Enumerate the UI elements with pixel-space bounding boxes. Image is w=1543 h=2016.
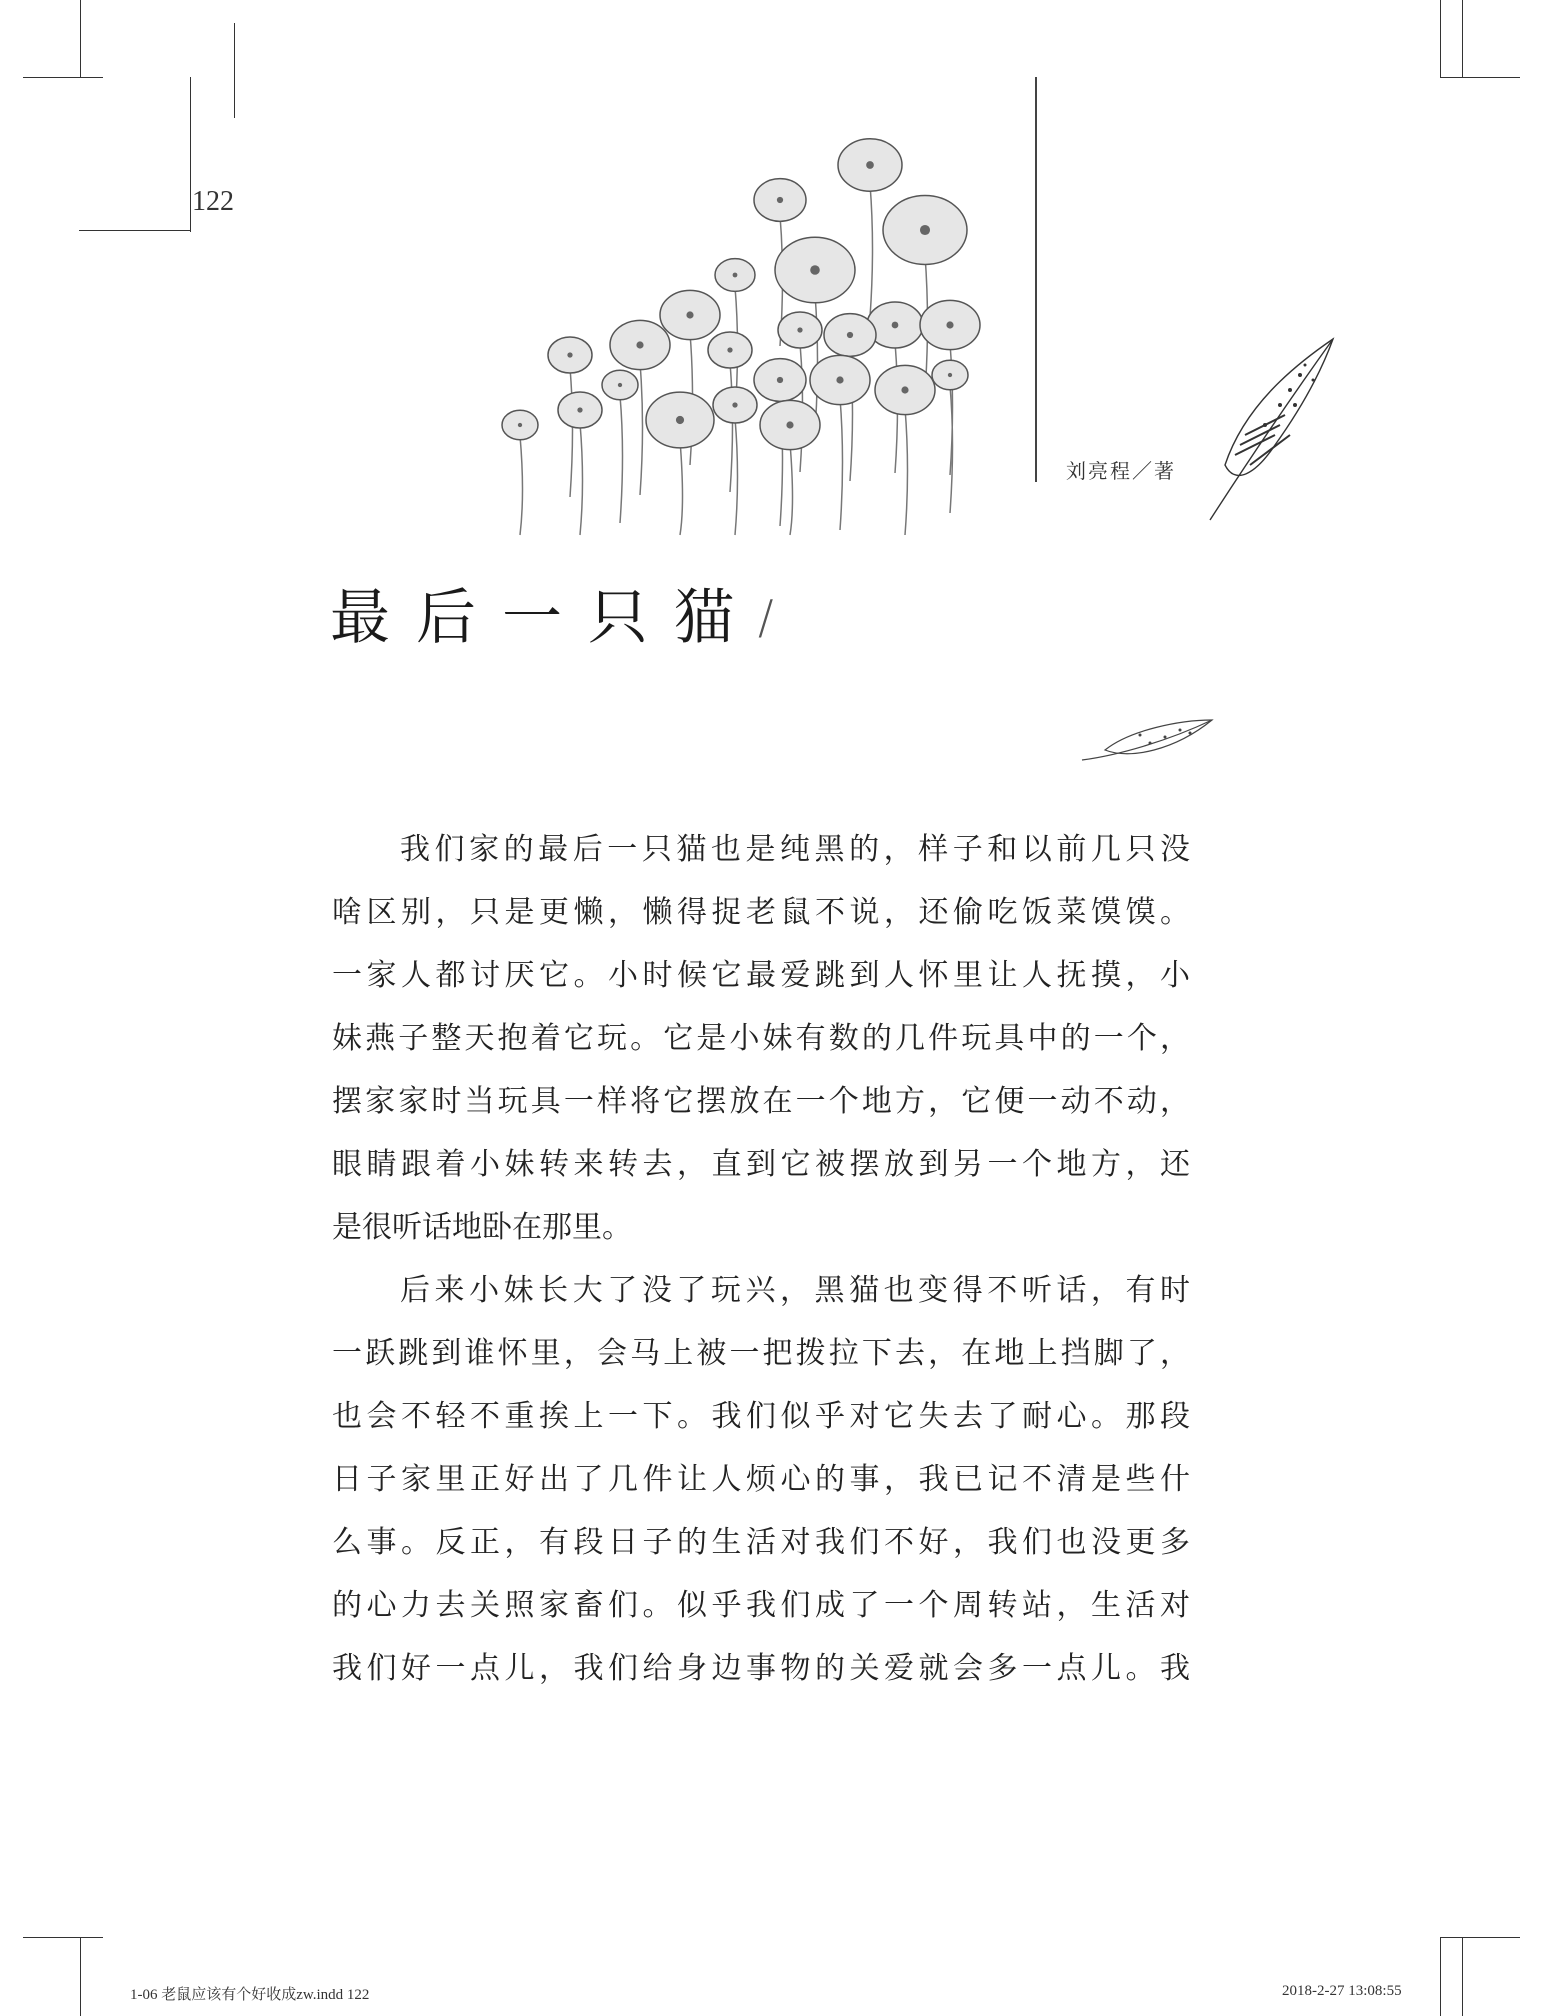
flower-stem [570,368,573,497]
flower-stem [730,363,733,492]
flower-center [618,383,622,387]
flower-stem [870,184,873,317]
text-line: 摆家家时当玩具一样将它摆放在一个地方，它便一动不动， [332,1084,1190,1119]
article-title: 最后一只猫 [330,583,760,653]
flower-center [676,416,684,424]
flower-center [901,386,908,393]
footer-timestamp: 2018-2-27 13:08:55 [1282,1983,1402,1999]
flower-center [727,347,732,352]
flower-stem [815,294,818,430]
flower-center [892,322,899,329]
text-line: 我们家的最后一只猫也是纯黑的，样子和以前几只没 [400,832,1190,867]
article-body [332,818,1190,1700]
text-line: 眼睛跟着小妹转来转去，直到它被摆放到另一个地方，还 [332,1147,1190,1182]
author: 刘亮程／著 [1066,459,1176,483]
flower-stem [790,443,793,535]
flower-stem [735,418,738,535]
text-line: 妹燕子整天抱着它玩。它是小妹有数的几件玩具中的一个， [332,1021,1190,1056]
flower-center [577,407,582,412]
flower-center [732,402,737,407]
text-line: 的心力去关照家畜们。似乎我们成了一个周转站，生活对 [332,1588,1190,1623]
flower-center [636,341,643,348]
text-line: 啥区别，只是更懒，懒得捉老鼠不说，还偷吃饭菜馍馍。 [332,895,1190,930]
flower-center [786,421,793,428]
flower-illustration [480,110,1040,540]
text-line: 我们好一点儿，我们给身边事物的关爱就会多一点儿。我 [332,1651,1190,1686]
flower-center [518,423,522,427]
flower-center [866,161,874,169]
text-line: 一跃跳到谁怀里，会马上被一把拨拉下去，在地上挡脚了， [332,1336,1190,1371]
text-line: 后来小妹长大了没了玩兴，黑猫也变得不听话，有时 [400,1273,1190,1308]
flower-center [836,376,843,383]
flower-stem [580,423,583,535]
vertical-rule [1035,77,1037,482]
flower-stem [620,396,623,523]
feather-icon [1205,335,1335,525]
flower-center [810,265,820,275]
flower-center [920,225,930,235]
flower-stem [840,398,843,530]
flower-center [777,377,783,383]
text-line: 日子家里正好出了几件让人烦心的事，我已记不清是些什 [332,1462,1190,1497]
title-slash: / [758,590,774,644]
flower-center [567,352,572,357]
flower-center [797,327,802,332]
flower-stem [640,363,643,495]
text-line: 么事。反正，有段日子的生活对我们不好，我们也没更多 [332,1525,1190,1560]
flower-center [948,373,952,377]
text-line: 也会不轻不重挨上一下。我们似乎对它失去了耐心。那段 [332,1399,1190,1434]
footer-filename: 1-06 老鼠应该有个好收成zw.indd 122 [130,1987,370,2003]
flower-center [733,273,738,278]
flower-center [686,311,693,318]
flower-stem [905,408,908,535]
flower-stem [680,440,683,535]
flower-center [946,321,953,328]
text-line: 一家人都讨厌它。小时候它最爱跳到人怀里让人抚摸，小 [332,958,1190,993]
flower-stem [520,436,523,535]
text-line: 是很听话地卧在那里。 [332,1210,632,1245]
page-number: 122 [192,186,234,217]
flower-center [847,332,853,338]
small-feather-icon [1080,715,1215,765]
flower-center [777,197,783,203]
